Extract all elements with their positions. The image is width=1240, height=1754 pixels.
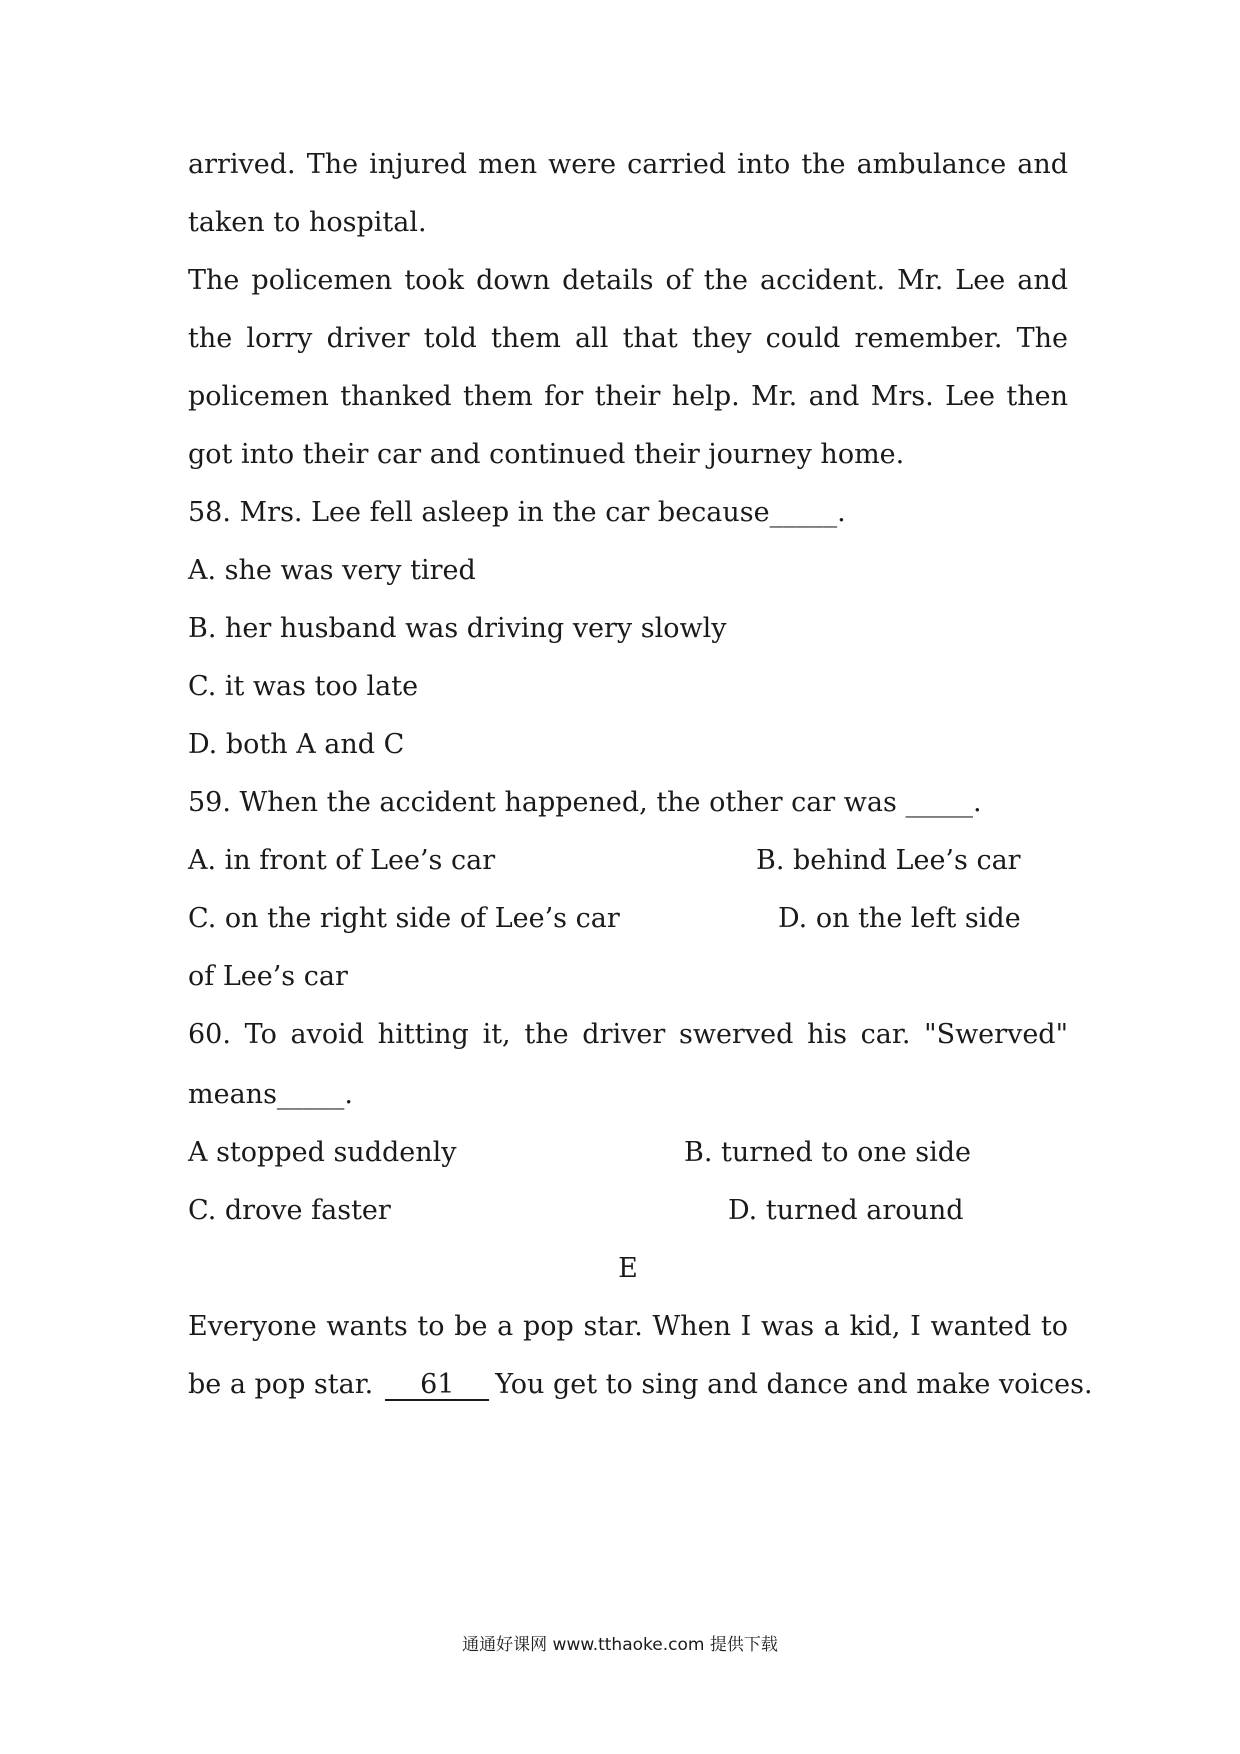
question-60-option-a: A stopped suddenly bbox=[188, 1137, 457, 1168]
blank-61: 61 bbox=[385, 1371, 489, 1401]
question-59-option-b: B. behind Lee’s car bbox=[756, 845, 1021, 876]
question-60-stem-continued: means_____. bbox=[188, 1079, 354, 1110]
passage-line: Everyone wants to be a pop star. When I was a kid, I wanted to bbox=[188, 1311, 1068, 1342]
question-60-option-b: B. turned to one side bbox=[684, 1137, 972, 1168]
question-58-option-c: C. it was too late bbox=[188, 671, 419, 702]
section-heading-e: E bbox=[618, 1253, 638, 1284]
passage-line: taken to hospital. bbox=[188, 207, 427, 238]
question-58-option-d: D. both A and C bbox=[188, 729, 405, 760]
question-59-option-c: C. on the right side of Lee’s car bbox=[188, 903, 620, 934]
passage-text: You get to sing and dance and make voices. bbox=[495, 1369, 1093, 1400]
passage-line: got into their car and continued their journey home. bbox=[188, 439, 905, 470]
question-60-stem: 60. To avoid hitting it, the driver swerved his car. "Swerved" bbox=[188, 1019, 1068, 1050]
question-58-option-b: B. her husband was driving very slowly bbox=[188, 613, 727, 644]
question-59-stem: 59. When the accident happened, the other car was _____. bbox=[188, 787, 982, 818]
question-58-stem: 58. Mrs. Lee fell asleep in the car because_____. bbox=[188, 497, 846, 528]
question-59-option-d-continued: of Lee’s car bbox=[188, 961, 348, 992]
question-58-option-a: A. she was very tired bbox=[188, 555, 476, 586]
page-footer: 通通好课网 www.tthaoke.com 提供下载 bbox=[462, 1635, 778, 1655]
question-59-option-d: D. on the left side bbox=[778, 903, 1021, 934]
passage-line: The policemen took down details of the accident. Mr. Lee and bbox=[188, 265, 1068, 296]
passage-text: be a pop star. bbox=[188, 1369, 374, 1400]
question-60-option-c: C. drove faster bbox=[188, 1195, 391, 1226]
question-59-option-a: A. in front of Lee’s car bbox=[188, 845, 496, 876]
passage-line-with-blank bbox=[188, 1368, 1093, 1402]
passage-line: policemen thanked them for their help. Mr. and Mrs. Lee then bbox=[188, 381, 1068, 412]
question-60-option-d: D. turned around bbox=[728, 1195, 964, 1226]
passage-line: the lorry driver told them all that they could remember. The bbox=[188, 323, 1068, 354]
passage-line: arrived. The injured men were carried into the ambulance and bbox=[188, 149, 1068, 180]
